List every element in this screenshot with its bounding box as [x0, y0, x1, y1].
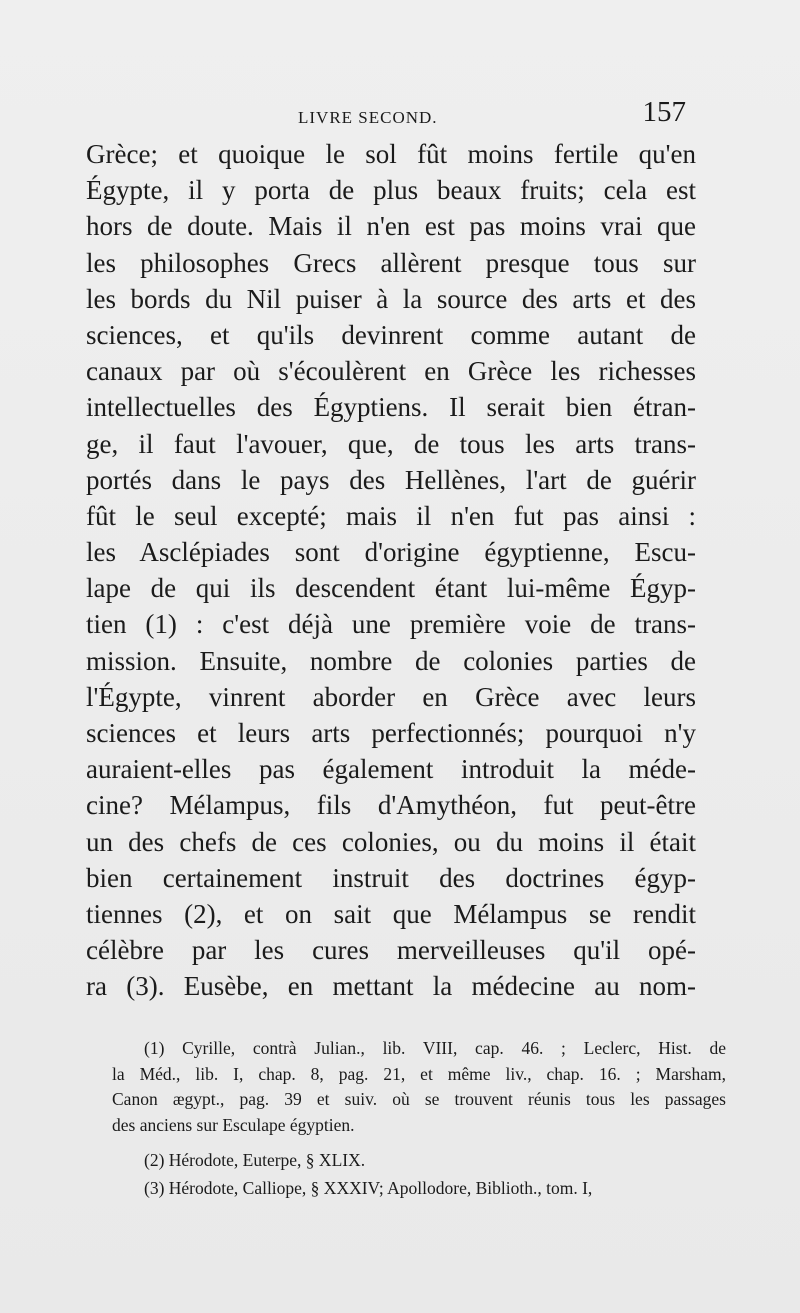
text-line: Grèce; et quoique le sol fût moins fertile qu'en	[86, 139, 696, 169]
footnote-line: (1) Cyrille, contrà Julian., lib. VIII, cap. 46. ; Leclerc, Hist. de	[144, 1038, 726, 1058]
text-line: l'Égypte, vinrent aborder en Grèce avec leurs	[86, 681, 696, 712]
text-line: ra (3). Eusèbe, en mettant la médecine au nom-	[86, 971, 696, 1002]
page-number: 157	[642, 96, 686, 128]
text-line: cine? Mélampus, fils d'Amythéon, fut peut-être	[86, 790, 696, 821]
text-line: intellectuelles des Égyptiens. Il serait bien étran-	[86, 392, 696, 423]
text-line: sciences et leurs arts perfectionnés; pourquoi n'y	[86, 718, 696, 748]
text-line: auraient-elles pas également introduit la méde-	[86, 754, 696, 785]
footnote-line: la Méd., lib. I, chap. 8, pag. 21, et même liv., chap. 16. ; Marsham,	[112, 1063, 726, 1084]
text-line: les bords du Nil puiser à la source des arts et des	[86, 283, 696, 314]
footnote-2: (2) Hérodote, Euterpe, § XLIX.	[144, 1150, 366, 1170]
text-line: bien certainement instruit des doctrines égyp-	[86, 862, 696, 893]
footnote-line: des anciens sur Esculape égyptien.	[112, 1114, 355, 1135]
text-line: les philosophes Grecs allèrent presque tous sur	[86, 247, 696, 278]
text-line: lape de qui ils descendent étant lui-même Égyp-	[86, 573, 696, 604]
text-line: sciences, et qu'ils devinrent comme autant de	[86, 319, 696, 350]
text-line: un des chefs de ces colonies, ou du moins il était	[86, 826, 696, 857]
footnotes	[112, 1036, 726, 1201]
text-line: hors de doute. Mais il n'en est pas moins vrai que	[86, 211, 696, 242]
text-line: fût le seul excepté; mais il n'en fut pas ainsi :	[86, 500, 696, 531]
text-line: les Asclépiades sont d'origine égyptienne, Escu-	[86, 537, 696, 568]
running-head: LIVRE SECOND.	[298, 108, 438, 127]
text-line: canaux par où s'écoulèrent en Grèce les richesses	[86, 356, 696, 387]
text-line: Égypte, il y porta de plus beaux fruits; cela est	[86, 175, 696, 206]
text-line: tien (1) : c'est déjà une première voie de trans-	[86, 609, 696, 640]
text-line: mission. Ensuite, nombre de colonies parties de	[86, 645, 696, 676]
text-line: tiennes (2), et on sait que Mélampus se rendit	[86, 898, 696, 929]
page-header	[90, 96, 690, 132]
footnote-1	[112, 1036, 726, 1138]
text-line: portés dans le pays des Hellènes, l'art de guérir	[86, 464, 696, 495]
footnote-line: Canon ægypt., pag. 39 et suiv. où se trouvent réunis tous les passages	[112, 1089, 726, 1109]
text-line: ge, il faut l'avouer, que, de tous les arts trans-	[86, 428, 696, 459]
body-text	[86, 136, 696, 1005]
text-line: célèbre par les cures merveilleuses qu'il opé-	[86, 935, 696, 966]
footnote-3: (3) Hérodote, Calliope, § XXXIV; Apollodore, Biblioth., tom. I,	[144, 1177, 593, 1198]
